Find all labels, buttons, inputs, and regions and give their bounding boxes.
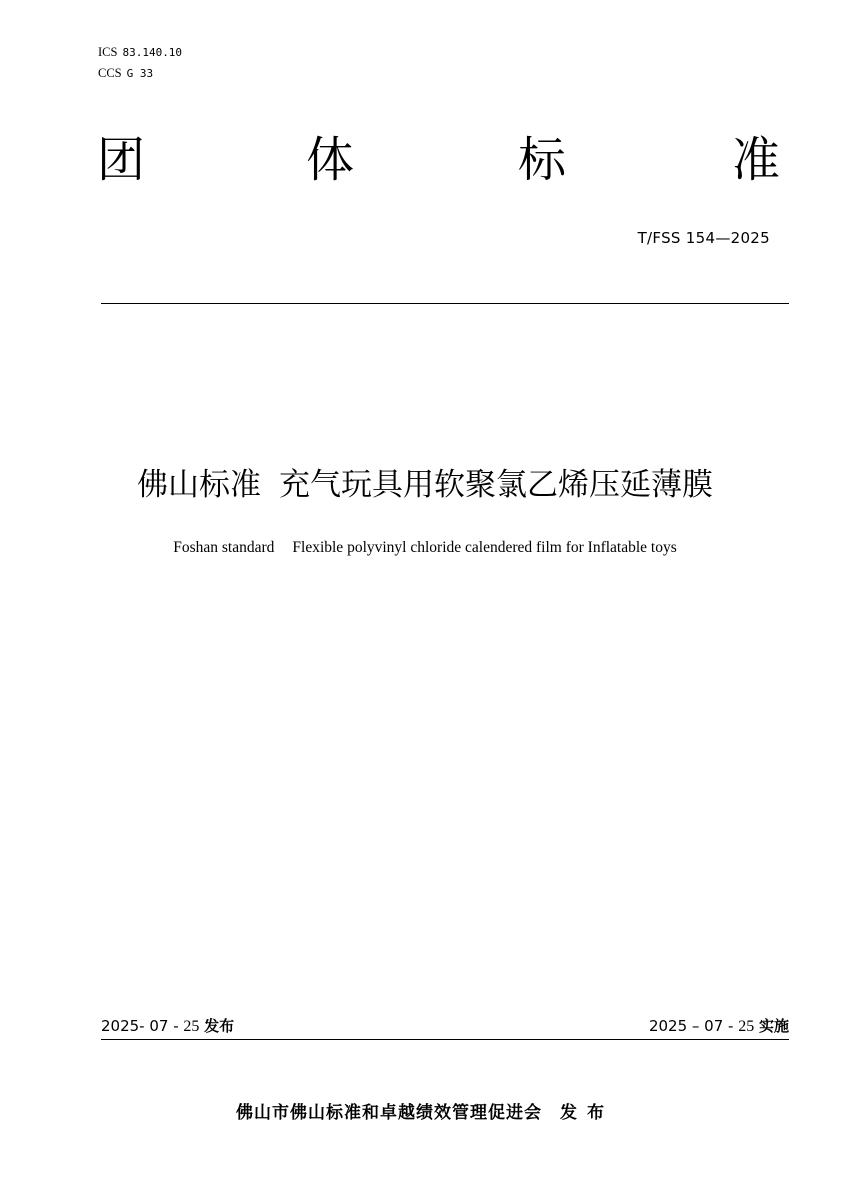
- publisher-action: 发布: [560, 1103, 614, 1123]
- doc-type-char: 团: [97, 132, 146, 188]
- ics-value: 83.140.10: [122, 46, 183, 59]
- document-type-heading: [97, 130, 783, 190]
- implement-date-action: 实施: [758, 1017, 789, 1035]
- issue-date-ym: 2025- 07 -: [101, 1017, 184, 1035]
- publisher-name: 佛山市佛山标准和卓越绩效管理促进会: [236, 1103, 542, 1123]
- implement-date-ym: 2025 – 07 -: [648, 1017, 739, 1035]
- publisher: [0, 1098, 850, 1123]
- ics-code: [98, 42, 182, 63]
- title-chinese: [0, 462, 850, 508]
- doc-type-char: 体: [306, 132, 355, 188]
- classification-codes: [98, 42, 182, 84]
- title-en-main: Flexible polyvinyl chloride calendered film for Inflatable toys: [292, 539, 677, 556]
- title-en-prefix: Foshan standard: [173, 539, 275, 556]
- ccs-value: G 33: [126, 67, 154, 80]
- issue-date: [101, 1015, 234, 1036]
- title-english: [0, 539, 850, 557]
- top-divider: [101, 303, 789, 304]
- doc-type-char: 准: [732, 132, 781, 188]
- issue-date-action: 发布: [204, 1017, 235, 1035]
- doc-type-char: 标: [518, 132, 567, 188]
- standard-number: T/FSS 154—2025: [637, 229, 770, 247]
- bottom-divider: [101, 1039, 789, 1040]
- ccs-label: CCS: [98, 66, 122, 80]
- ics-label: ICS: [98, 45, 118, 59]
- title-cn-prefix: 佛山标准: [137, 467, 261, 503]
- implement-date-day: 25: [738, 1018, 755, 1035]
- ccs-code: [98, 63, 182, 84]
- title-cn-main: 充气玩具用软聚氯乙烯压延薄膜: [279, 467, 713, 503]
- issue-date-day: 25: [183, 1018, 200, 1035]
- implementation-date: [649, 1015, 789, 1036]
